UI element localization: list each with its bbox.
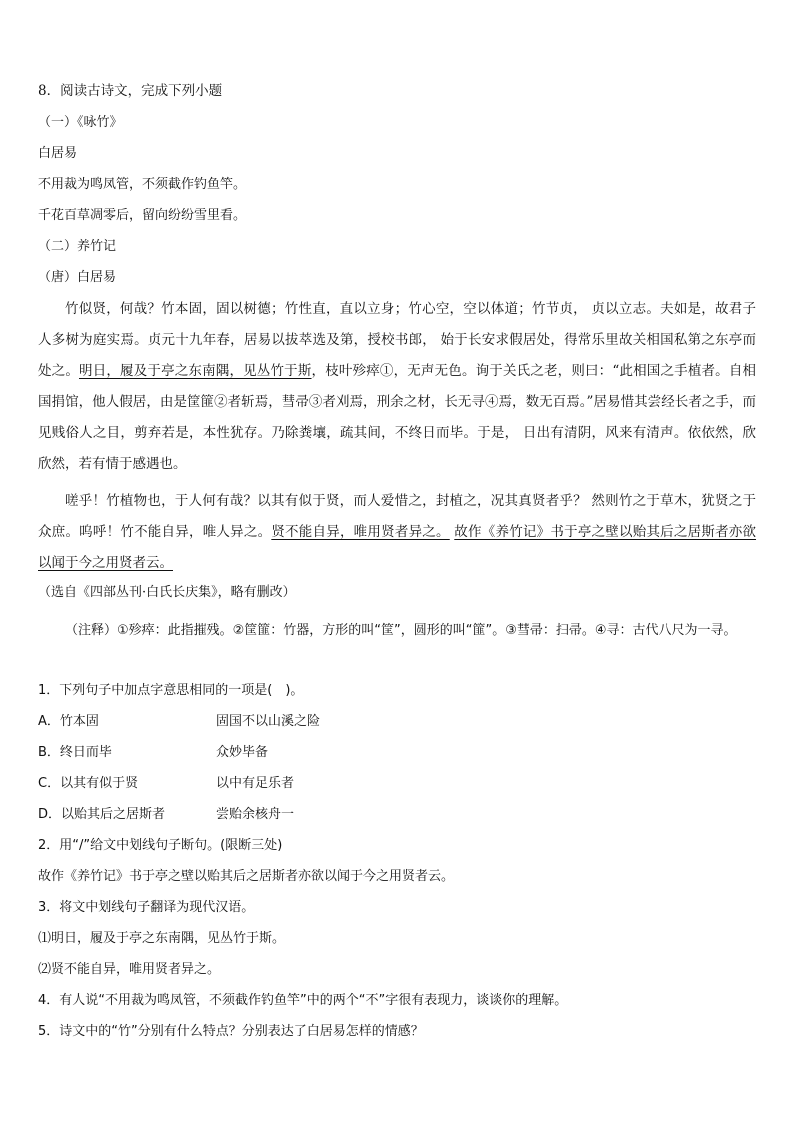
option-label: B．终日而毕	[38, 745, 112, 760]
option-compare: 以中有足乐者	[216, 776, 295, 791]
option-label: C．以其有似于贤	[38, 776, 139, 791]
q2-text: 故作《养竹记》书于亭之壁以贻其后之居斯者亦欲以闻于今之用贤者云。	[38, 869, 455, 884]
annotations: （注释）①殄瘁：此指摧残。②筐篚：竹器，方形的叫“筐”，圆形的叫“篚”。③彗帚：扫帚。④寻：古代八尺为一寻。	[65, 623, 737, 638]
essay-text: ，枝叶殄瘁①，无声无色。询于关氏之老，则曰：“此相国之手植者。自相国捐馆，他人假居，由是筐篚②者斩焉，彗帚③者刈焉，刑余之材，长无寻④焉，数无百焉。”居易惜其尝经长者之手，而见贱俗人之目，剪弃若是，本性犹存。乃除粪壤，疏其间，不终日而毕。于是， 日出有清阴，风来有清声。依依然，欣欣然，若有情于感遇也。	[38, 363, 757, 472]
q1-stem: 1．下列句子中加点字意思相同的一项是( )。	[38, 683, 304, 698]
underlined-sentence-3: 故作《养竹记》书于亭之壁以贻其后之居斯者亦欲以闻于今之用贤者云。	[38, 524, 757, 571]
q2-stem: 2．用“/”给文中划线句子断句。(限断三处)	[38, 838, 283, 853]
essay-paragraph-2	[38, 486, 756, 579]
q1-option-d	[38, 806, 294, 824]
q1-option-c	[38, 775, 294, 793]
essay-text: 竹似贤，何哉？竹本固，固以树德；竹性直，直以立身；竹心空，空以体道；竹节贞， 贞以立志。夫如是，故君子人多树为庭实焉。贞元十九年春，居易以拔萃选及第，授校书郎， 始于长安求假居处，得常乐里故关相国私第之东亭而处之。	[38, 301, 756, 379]
q1-option-a	[38, 713, 320, 731]
q5-stem: 5．诗文中的“竹”分别有什么特点？分别表达了白居易怎样的情感？	[38, 1024, 424, 1039]
part2-heading: （二）养竹记	[38, 239, 117, 254]
option-compare: 尝贻余核舟一	[216, 807, 295, 822]
option-compare: 众妙毕备	[216, 745, 269, 760]
essay-text: 嗟乎！竹植物也，于人何有哉？以其有似于贤，而人爱惜之，封植之，况其真贤者乎？ 然则竹之于草木，犹贤之于众庶。呜呼！竹不能自异，唯人异之。	[38, 493, 756, 540]
poem-line-1: 不用裁为鸣凤管，不须截作钓鱼竿。	[38, 177, 247, 192]
underlined-sentence-2: 贤不能自异，唯用贤者异之。	[271, 524, 450, 540]
option-label: D．以贻其后之居斯者	[38, 807, 166, 822]
part1-heading: （一）《咏竹》	[38, 115, 123, 130]
q3-stem: 3．将文中划线句子翻译为现代汉语。	[38, 900, 255, 915]
part2-author: （唐）白居易	[38, 270, 117, 285]
essay-paragraph-1	[38, 294, 756, 480]
source-note: （选自《四部丛刊·白氏长庆集》，略有删改）	[38, 585, 296, 600]
question-title: 8．阅读古诗文，完成下列小题	[38, 83, 223, 99]
underlined-sentence-1: 明日，履及于亭之东南隅，见丛竹于斯	[79, 363, 312, 379]
option-compare: 固国不以山溪之险	[216, 714, 321, 729]
part1-author: 白居易	[38, 146, 78, 161]
q3-item-2: ⑵贤不能自异，唯用贤者异之。	[38, 962, 221, 977]
option-label: A．竹本固	[38, 714, 99, 729]
poem-line-2: 千花百草凋零后，留向纷纷雪里看。	[38, 208, 247, 223]
q3-item-1: ⑴明日，履及于亭之东南隅，见丛竹于斯。	[38, 931, 286, 946]
q1-option-b	[38, 744, 268, 762]
q4-stem: 4．有人说“不用裁为鸣凤管，不须截作钓鱼竿”中的两个“不”字很有表现力，谈谈你的理解。	[38, 993, 568, 1008]
